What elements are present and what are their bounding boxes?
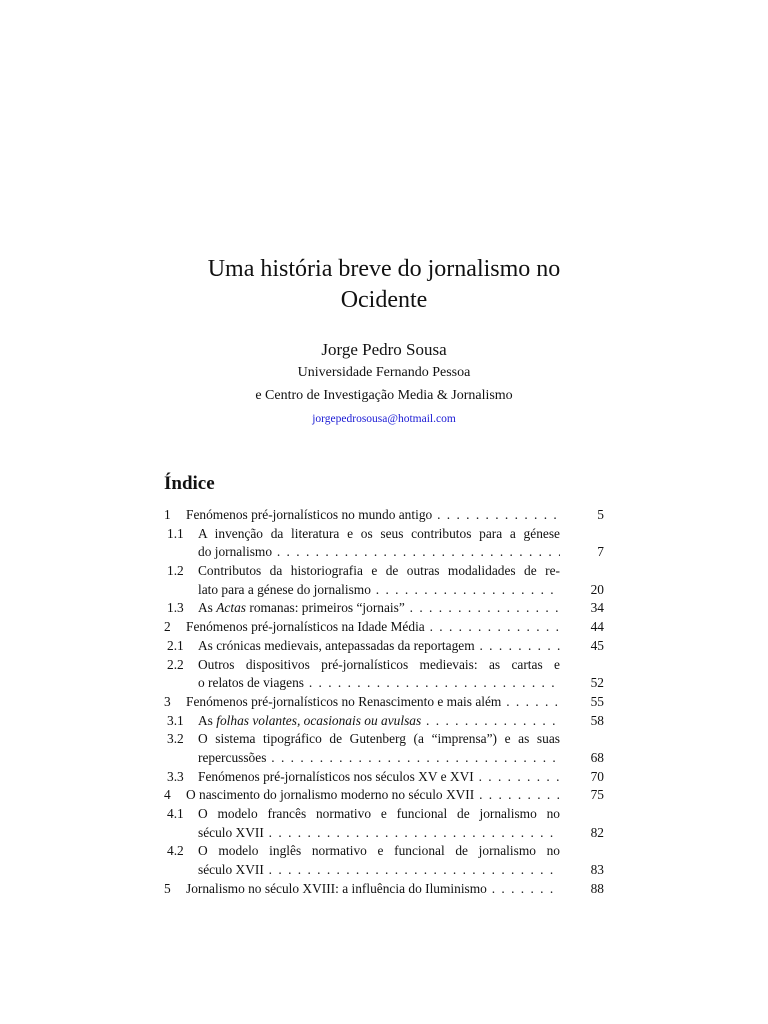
toc-entry-title: Jornalismo no século XVIII: a influência do Iluminismo . . .: [186, 880, 560, 899]
toc-entry-page: 7: [597, 544, 604, 560]
toc-entry-number: 1.2: [167, 563, 184, 579]
toc-entry-page: 75: [590, 787, 604, 803]
toc-entry-1-3[interactable]: [164, 599, 604, 618]
table-of-contents: [164, 506, 604, 898]
toc-entry-title-line-1: Contributos da historiografia e de outras modalidades de re-: [198, 563, 560, 579]
toc-entry-page: 20: [590, 581, 604, 597]
title-line-2: Ocidente: [340, 287, 428, 313]
toc-entry-title: Fenómenos pré-jornalísticos no Renascimento e mais além . . .: [186, 693, 560, 712]
toc-entry-number: 5: [164, 880, 171, 896]
toc-entry-number: 2.2: [167, 656, 184, 672]
toc-entry-4-1[interactable]: [164, 805, 604, 824]
toc-entry-number: 3.3: [167, 768, 184, 784]
toc-entry-title-line-1: O sistema tipográfico de Gutenberg (a “imprensa”) e as suas: [198, 731, 560, 747]
toc-entry-3[interactable]: [164, 693, 604, 712]
toc-entry-4-1-continued[interactable]: [164, 824, 604, 843]
toc-entry-number: 4.2: [167, 843, 184, 859]
toc-heading: Índice: [164, 473, 215, 494]
toc-entry-title-line-1: Outros dispositivos pré-jornalísticos medievais: as cartas e: [198, 656, 560, 672]
toc-entry-page: 82: [590, 824, 604, 840]
toc-entry-title-line-1: A invenção da literatura e os seus contributos para a génese: [198, 525, 560, 541]
toc-entry-page: 44: [590, 619, 604, 635]
toc-entry-title: As folhas volantes, ocasionais ou avulsas . . .: [198, 712, 560, 731]
author-name: Jorge Pedro Sousa: [321, 340, 447, 359]
toc-entry-2-2-continued[interactable]: [164, 674, 604, 693]
affiliation-university: Universidade Fernando Pessoa: [297, 365, 471, 380]
toc-entry-title-line-2: século XVII . . .: [198, 861, 560, 880]
toc-entry-2-1[interactable]: [164, 637, 604, 656]
toc-entry-4[interactable]: [164, 786, 604, 805]
toc-entry-page: 45: [590, 637, 604, 653]
toc-entry-3-1[interactable]: [164, 712, 604, 731]
toc-entry-title-line-2: século XVII . . .: [198, 824, 560, 843]
toc-entry-number: 4: [164, 787, 171, 803]
toc-entry-number: 3.1: [167, 712, 184, 728]
toc-entry-1-2[interactable]: [164, 562, 604, 581]
toc-entry-title: As crónicas medievais, antepassadas da reportagem . . .: [198, 637, 560, 656]
toc-entry-page: 5: [597, 507, 604, 522]
toc-entry-1-1[interactable]: [164, 525, 604, 544]
toc-entry-title: As Actas romanas: primeiros “jornais” . . .: [198, 599, 560, 618]
toc-entry-3-3[interactable]: [164, 768, 604, 787]
toc-entry-page: 68: [590, 749, 604, 765]
toc-entry-title-line-2: lato para a génese do jornalismo . . .: [198, 581, 560, 600]
toc-entry-2-2[interactable]: [164, 656, 604, 675]
toc-entry-4-2[interactable]: [164, 842, 604, 861]
title-line-1: Uma história breve do jornalismo no: [207, 256, 561, 282]
toc-entry-title-line-2: o relatos de viagens . . .: [198, 674, 560, 693]
toc-entry-number: 1.1: [167, 525, 184, 541]
toc-entry-number: 1: [164, 507, 171, 522]
toc-entry-title: Fenómenos pré-jornalísticos no mundo antigo . . .: [186, 506, 560, 525]
toc-entry-number: 2.1: [167, 637, 184, 653]
toc-entry-5[interactable]: [164, 880, 604, 899]
toc-entry-page: 58: [590, 712, 604, 728]
toc-entry-title: Fenómenos pré-jornalísticos na Idade Média . . .: [186, 618, 560, 637]
toc-entry-page: 83: [590, 862, 604, 878]
toc-entry-1-1-continued[interactable]: [164, 543, 604, 562]
toc-entry-number: 3: [164, 693, 171, 709]
toc-entry-title-line-2: do jornalismo . . .: [198, 543, 560, 562]
toc-entry-title: O nascimento do jornalismo moderno no século XVII . . .: [186, 786, 560, 805]
toc-entry-number: 3.2: [167, 731, 184, 747]
toc-entry-number: 4.1: [167, 806, 184, 821]
toc-entry-title-line-1: O modelo inglês normativo e funcional de jornalismo no: [198, 843, 560, 859]
document-title: [164, 254, 604, 316]
toc-entry-3-2-continued[interactable]: [164, 749, 604, 768]
toc-entry-4-2-continued[interactable]: [164, 861, 604, 880]
toc-entry-page: 70: [590, 768, 604, 784]
author-email-link[interactable]: jorgepedrosousa@hotmail.com: [312, 413, 456, 425]
toc-entry-2[interactable]: [164, 618, 604, 637]
toc-entry-page: 34: [590, 600, 604, 616]
affiliation-research-centre: e Centro de Investigação Media & Jornalismo: [255, 388, 513, 403]
toc-entry-number: 1.3: [167, 600, 184, 616]
toc-entry-title: Fenómenos pré-jornalísticos nos séculos XV e XVI . . .: [198, 768, 560, 787]
toc-entry-page: 52: [590, 675, 604, 691]
toc-entry-1[interactable]: [164, 506, 604, 525]
toc-entry-title-line-2: repercussões . . .: [198, 749, 560, 768]
toc-entry-1-2-continued[interactable]: [164, 581, 604, 600]
toc-entry-page: 55: [590, 693, 604, 709]
toc-entry-number: 2: [164, 619, 171, 635]
toc-entry-page: 88: [590, 880, 604, 896]
toc-entry-3-2[interactable]: [164, 730, 604, 749]
toc-entry-title-line-1: O modelo francês normativo e funcional de jornalismo no: [198, 806, 560, 821]
